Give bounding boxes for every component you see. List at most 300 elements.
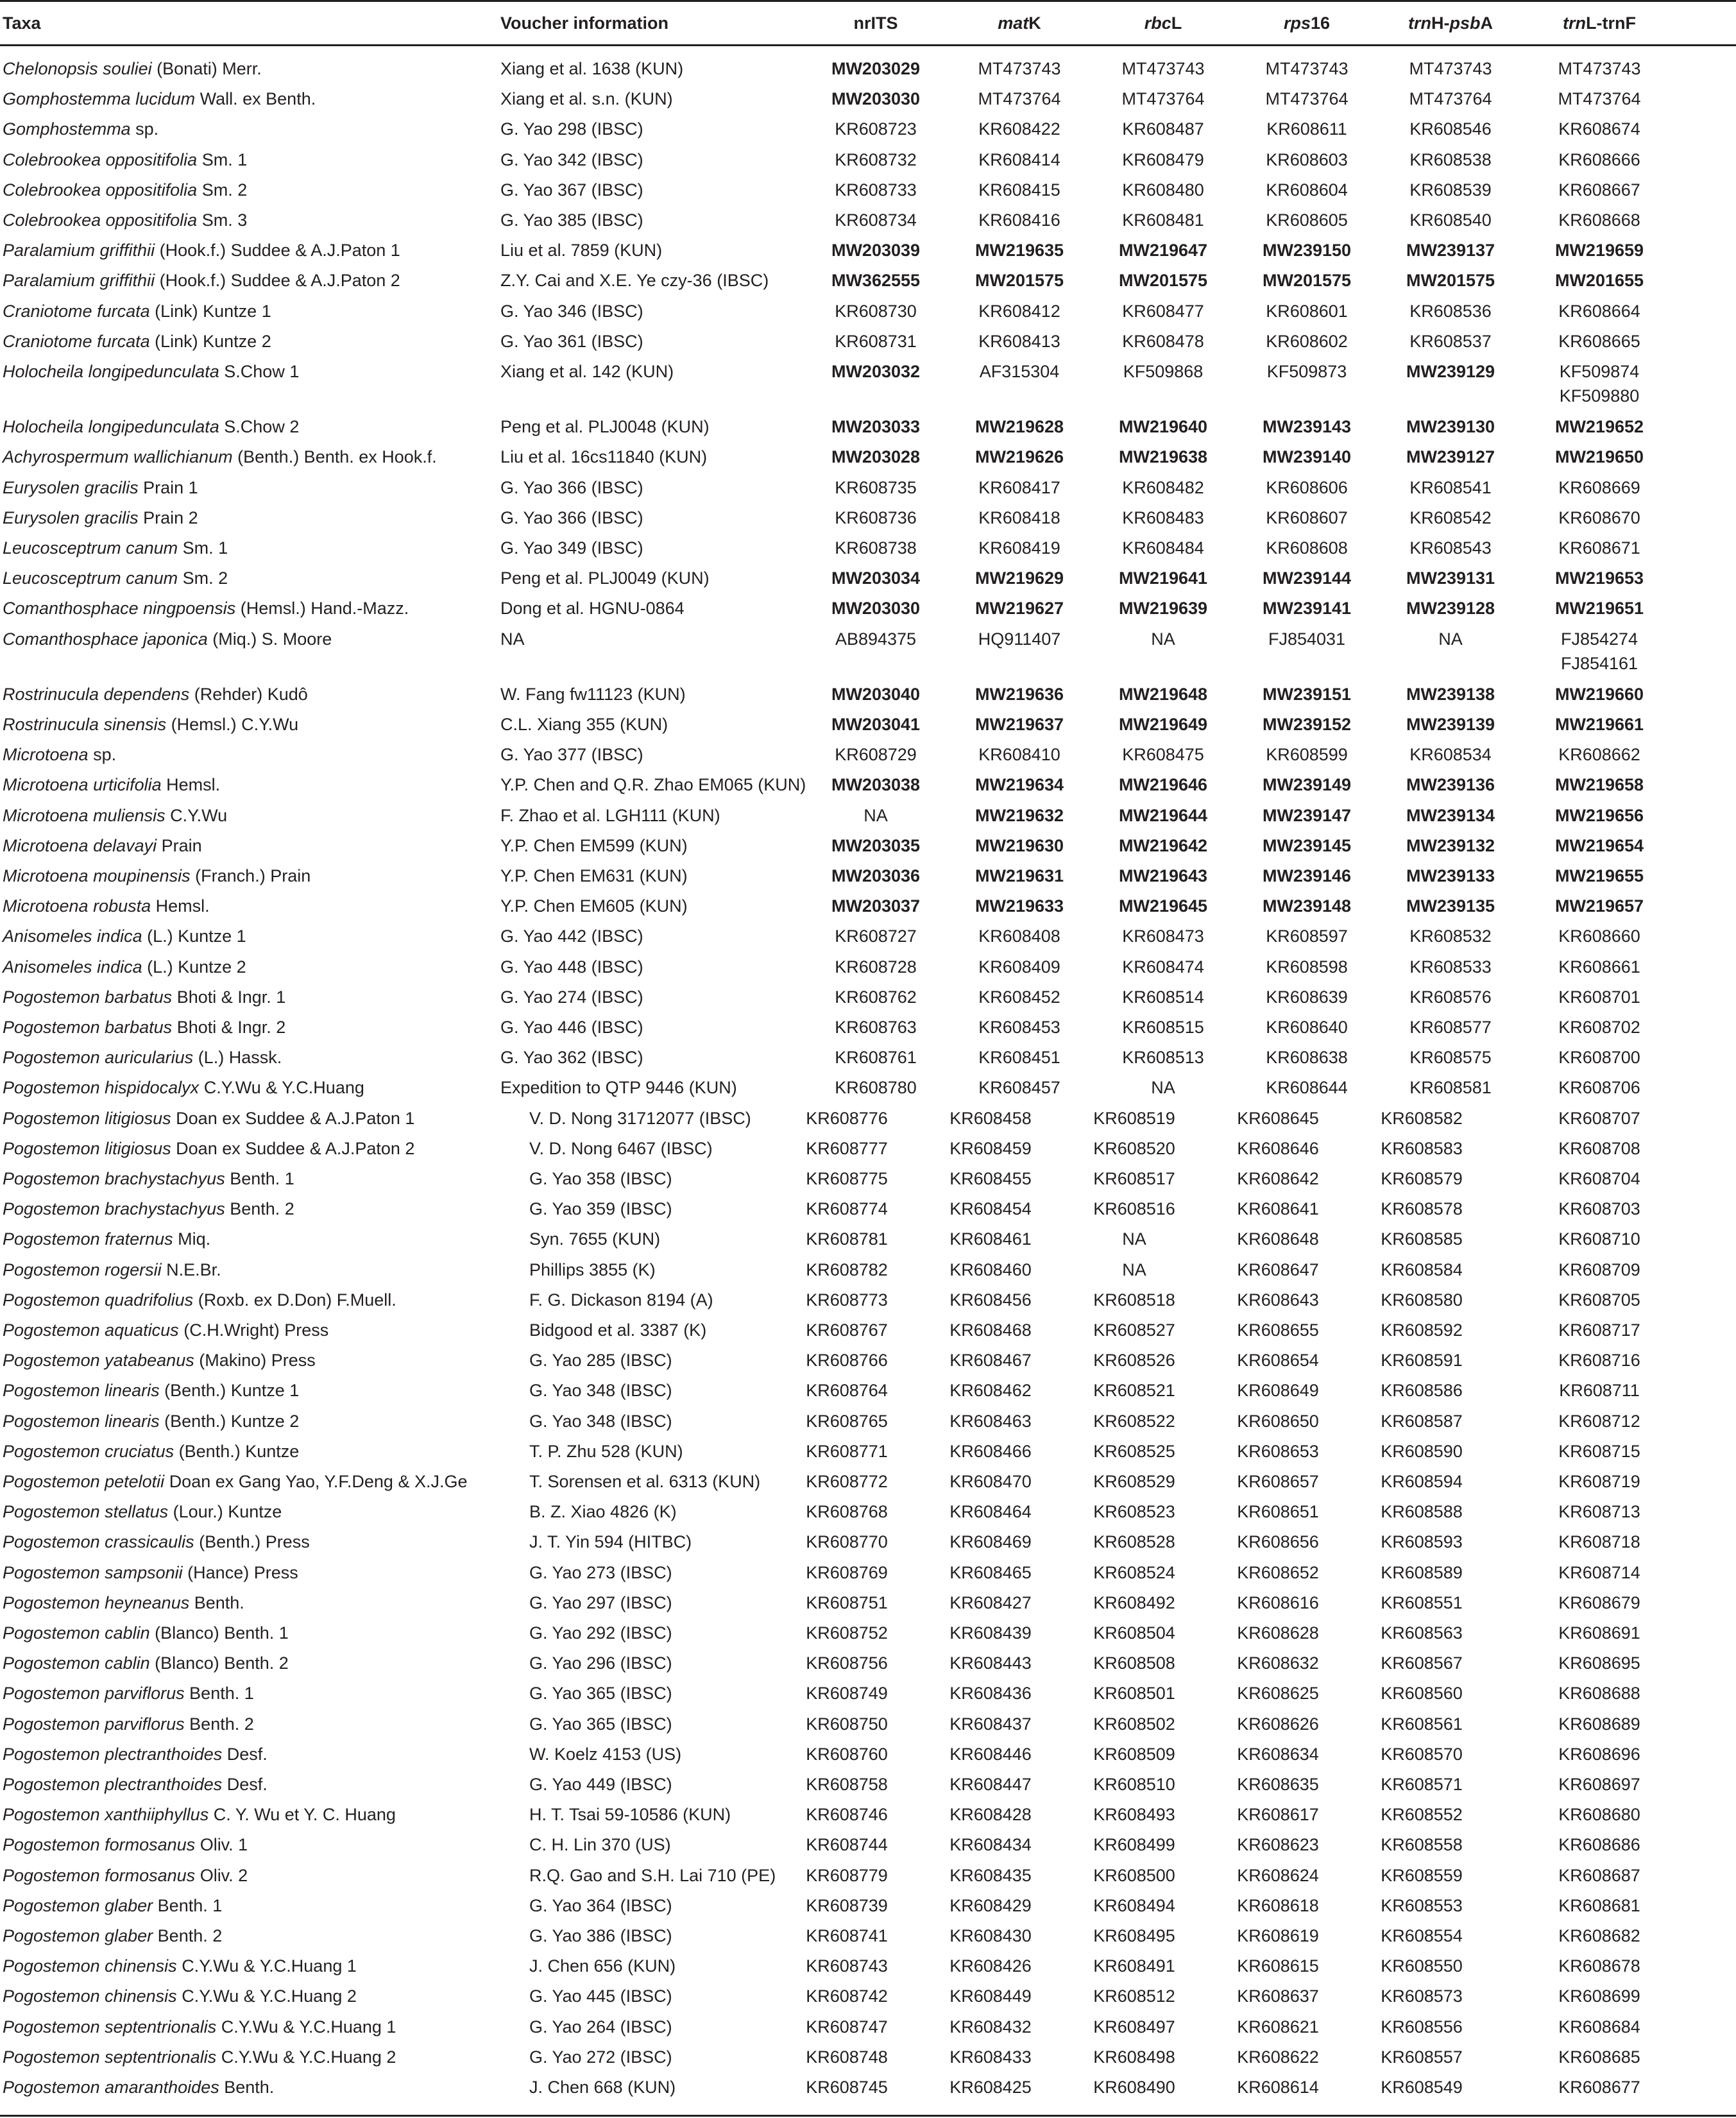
accession-rbcl: MW219643 xyxy=(1118,866,1208,885)
accession-trnh: MW239130 xyxy=(1406,417,1495,436)
accession-nrits: KR608781 xyxy=(806,1229,888,1249)
voucher-cell: G. Yao 349 (IBSC) xyxy=(500,538,643,558)
accession-rbcl: KR608515 xyxy=(1122,1018,1204,1037)
accession-rbcl: KR608474 xyxy=(1122,957,1204,977)
taxon-cell xyxy=(3,1800,396,1830)
accession-nrits: MW203035 xyxy=(831,836,921,855)
taxon-author: C.Y.Wu & Y.C.Huang xyxy=(203,1078,364,1097)
accession-trnl: KR608719 xyxy=(1558,1472,1640,1491)
taxon-author: (Bonati) Merr. xyxy=(157,59,262,78)
accession-trnh: MW201575 xyxy=(1406,271,1495,290)
accession-rps16: KR608649 xyxy=(1237,1381,1319,1400)
accession-trnh: MW239127 xyxy=(1406,447,1495,466)
accession-trnl: KR608686 xyxy=(1558,1835,1640,1854)
taxon-genus-species: Craniotome furcata xyxy=(3,302,150,321)
accession-rbcl: KR608480 xyxy=(1122,180,1204,200)
accession-matk: KR608461 xyxy=(949,1229,1032,1249)
voucher-cell: G. Yao 272 (IBSC) xyxy=(529,2047,672,2067)
accession-rbcl: MW219642 xyxy=(1118,836,1208,855)
accession-trnl: KR608696 xyxy=(1558,1745,1640,1764)
taxon-author: (Blanco) Benth. 1 xyxy=(155,1623,289,1643)
taxon-author: Hemsl. xyxy=(166,775,221,794)
taxon-cell xyxy=(3,145,247,175)
accession-trnh: KR608593 xyxy=(1381,1532,1463,1551)
accession-matk: KR608466 xyxy=(949,1442,1032,1461)
taxon-genus-species: Pogostemon formosanus xyxy=(3,1866,196,1885)
accession-trnh: MW239132 xyxy=(1406,836,1495,855)
voucher-cell: C. H. Lin 370 (US) xyxy=(529,1835,671,1854)
taxon-genus-species: Pogostemon litigiosus xyxy=(3,1139,171,1158)
accession-trnl: KR608716 xyxy=(1558,1351,1640,1370)
accession-rps16: KR608602 xyxy=(1266,332,1348,351)
taxon-author: Benth. 1 xyxy=(157,1896,223,1915)
accession-nrits: KR608780 xyxy=(835,1078,917,1097)
voucher-cell: G. Yao 367 (IBSC) xyxy=(500,180,643,200)
accession-trnh: KR608571 xyxy=(1381,1775,1463,1794)
accession-matk: KR608470 xyxy=(949,1472,1032,1491)
accession-rbcl: KR608524 xyxy=(1093,1563,1175,1582)
taxon-cell xyxy=(3,594,409,624)
voucher-cell: W. Koelz 4153 (US) xyxy=(529,1745,682,1764)
accession-nrits: KR608764 xyxy=(806,1381,888,1400)
accession-rps16: KR608651 xyxy=(1237,1502,1319,1521)
accession-rps16: MW201575 xyxy=(1262,271,1352,290)
accession-matk: KR608465 xyxy=(949,1563,1032,1582)
accession-nrits: MW203039 xyxy=(831,241,921,260)
accession-rps16: KR608643 xyxy=(1237,1290,1319,1310)
accession-trnl: KR608691 xyxy=(1558,1623,1640,1643)
taxon-cell xyxy=(3,679,308,710)
accession-matk: MW201575 xyxy=(974,271,1064,290)
taxon-cell xyxy=(3,235,400,266)
accession-nrits: KR608748 xyxy=(806,2047,888,2067)
taxon-cell xyxy=(3,357,299,387)
accession-trnl: KR608660 xyxy=(1558,927,1640,946)
accession-nrits: KR608742 xyxy=(806,1986,888,2006)
taxon-cell xyxy=(3,114,158,144)
accession-matk: KR608439 xyxy=(949,1623,1032,1643)
voucher-cell: G. Yao 264 (IBSC) xyxy=(529,2017,672,2037)
accession-matk: KR608414 xyxy=(978,150,1060,169)
taxon-author: (Hook.f.) Suddee & A.J.Paton 2 xyxy=(159,271,400,290)
accession-trnh: KR608580 xyxy=(1381,1290,1463,1310)
accession-rbcl: KR608493 xyxy=(1093,1805,1175,1824)
voucher-cell: Y.P. Chen and Q.R. Zhao EM065 (KUN) xyxy=(500,775,806,794)
taxon-author: S.Chow 1 xyxy=(224,362,300,381)
taxon-author: Oliv. 2 xyxy=(200,1866,248,1885)
accession-trnl: KR608689 xyxy=(1558,1714,1640,1734)
taxon-genus-species: Colebrookea oppositifolia xyxy=(3,150,198,169)
accession-trnl: MW219656 xyxy=(1554,806,1644,825)
accession-nrits: KR608771 xyxy=(806,1442,888,1461)
accession-matk: KR608456 xyxy=(949,1290,1032,1310)
taxon-genus-species: Holocheila longipedunculata xyxy=(3,417,219,436)
accession-nrits: KR608774 xyxy=(806,1199,888,1218)
accession-rps16: KR608641 xyxy=(1237,1199,1319,1218)
accession-rbcl: MW219638 xyxy=(1118,447,1208,466)
accession-trnl: KR608668 xyxy=(1558,210,1640,230)
voucher-cell: T. Sorensen et al. 6313 (KUN) xyxy=(529,1472,761,1491)
taxon-author: Benth. 2 xyxy=(189,1714,254,1734)
accession-nrits: KR608745 xyxy=(806,2078,888,2097)
accession-matk: KR608460 xyxy=(949,1260,1032,1279)
accession-trnl: MW219655 xyxy=(1554,866,1644,885)
accession-trnh: KR608561 xyxy=(1381,1714,1463,1734)
accession-trnl: KR608682 xyxy=(1558,1926,1640,1945)
accession-nrits: KR608769 xyxy=(806,1563,888,1582)
accession-matk: MW219632 xyxy=(974,806,1064,825)
voucher-cell: B. Z. Xiao 4826 (K) xyxy=(529,1502,677,1521)
accession-trnl: MW219650 xyxy=(1554,447,1644,466)
accession-trnh: KR608573 xyxy=(1381,1986,1463,2006)
accession-matk: KR608457 xyxy=(978,1078,1060,1097)
voucher-cell: G. Yao 358 (IBSC) xyxy=(529,1169,672,1188)
taxon-author: Sm. 1 xyxy=(182,538,228,558)
table-header xyxy=(0,0,1736,46)
accession-rbcl: KR608508 xyxy=(1093,1653,1175,1673)
taxon-cell xyxy=(3,175,247,205)
taxon-genus-species: Comanthosphace japonica xyxy=(3,629,208,649)
accession-rps16: KR608598 xyxy=(1266,957,1348,977)
taxon-cell xyxy=(3,412,299,442)
voucher-cell: Phillips 3855 (K) xyxy=(529,1260,656,1279)
taxon-author: Hemsl. xyxy=(155,896,210,916)
voucher-cell: NA xyxy=(500,629,525,649)
accession-rbcl: KR608514 xyxy=(1122,987,1204,1007)
accession-trnl: KR608703 xyxy=(1558,1199,1640,1218)
taxon-cell xyxy=(3,442,437,472)
accession-nrits: KR608738 xyxy=(835,538,917,558)
accession-nrits: KR608770 xyxy=(806,1532,888,1551)
taxon-genus-species: Gomphostemma lucidum xyxy=(3,89,196,108)
accession-nrits: MW203032 xyxy=(831,362,921,381)
taxon-genus-species: Paralamium griffithii xyxy=(3,271,155,290)
taxon-cell xyxy=(3,1861,248,1891)
accession-rps16: KR608617 xyxy=(1237,1805,1319,1824)
accession-rps16: KR608652 xyxy=(1237,1563,1319,1582)
accession-matk: KR608409 xyxy=(978,957,1060,977)
accession-trnh: MW239139 xyxy=(1406,715,1495,734)
accession-trnh: KR608583 xyxy=(1381,1139,1463,1158)
accession-rbcl: KR608528 xyxy=(1093,1532,1175,1551)
accession-nrits: KR608736 xyxy=(835,508,917,527)
accession-rbcl: KR608526 xyxy=(1093,1351,1175,1370)
accession-rps16: KR608624 xyxy=(1237,1866,1319,1885)
accession-matk: KR608443 xyxy=(949,1653,1032,1673)
accession-rps16: KR608614 xyxy=(1237,2078,1319,2097)
accession-trnh: NA xyxy=(1438,629,1463,649)
accession-rps16: KR608657 xyxy=(1237,1472,1319,1491)
voucher-cell: G. Yao 296 (IBSC) xyxy=(529,1653,672,1673)
accession-matk: KR608458 xyxy=(949,1109,1032,1128)
taxon-genus-species: Pogostemon septentrionalis xyxy=(3,2047,217,2067)
taxon-cell xyxy=(3,1406,299,1437)
accession-trnl: KR608717 xyxy=(1558,1320,1640,1340)
taxon-cell xyxy=(3,1921,222,1951)
taxon-cell xyxy=(3,2072,274,2103)
taxon-genus-species: Pogostemon yatabeanus xyxy=(3,1351,194,1370)
accession-rbcl: KR608491 xyxy=(1093,1956,1175,1976)
accession-matk: KR608430 xyxy=(949,1926,1032,1945)
accession-matk: KR608410 xyxy=(978,745,1060,764)
accession-trnl: MW219651 xyxy=(1554,599,1644,618)
accession-nrits: KR608765 xyxy=(806,1412,888,1431)
accession-trnh: KR608567 xyxy=(1381,1653,1463,1673)
taxon-cell xyxy=(3,1830,248,1860)
accession-rbcl: KR608525 xyxy=(1093,1442,1175,1461)
taxon-author: (Miq.) S. Moore xyxy=(212,629,332,649)
accession-nrits: KR608746 xyxy=(806,1805,888,1824)
accession-rps16: MW239148 xyxy=(1262,896,1352,916)
accession-rps16: KR608640 xyxy=(1266,1018,1348,1037)
accession-matk: MW219634 xyxy=(974,775,1064,794)
accession-matk: MW219626 xyxy=(974,447,1064,466)
taxon-cell xyxy=(3,982,285,1012)
voucher-cell: G. Yao 446 (IBSC) xyxy=(500,1018,643,1037)
accession-nrits: MW203037 xyxy=(831,896,921,916)
taxon-cell xyxy=(3,1012,285,1043)
voucher-cell: G. Yao 364 (IBSC) xyxy=(529,1896,672,1915)
taxon-cell xyxy=(3,770,220,800)
accession-matk: KR608425 xyxy=(949,2078,1032,2097)
accession-trnl: MW219652 xyxy=(1554,417,1644,436)
accession-rbcl: KR608516 xyxy=(1093,1199,1175,1218)
voucher-cell: Liu et al. 7859 (KUN) xyxy=(500,241,663,260)
taxon-author: Wall. ex Benth. xyxy=(200,89,316,108)
accession-rbcl: NA xyxy=(1122,1229,1146,1249)
taxon-genus-species: Pogostemon parviflorus xyxy=(3,1714,185,1734)
accession-trnl: KR608718 xyxy=(1558,1532,1640,1551)
taxon-genus-species: Pogostemon brachystachyus xyxy=(3,1199,225,1218)
voucher-cell: Liu et al. 16cs11840 (KUN) xyxy=(500,447,708,466)
accession-rps16: KR608623 xyxy=(1237,1835,1319,1854)
accession-trnh: KR608549 xyxy=(1381,2078,1463,2097)
taxon-author: (Link) Kuntze 1 xyxy=(155,302,271,321)
taxon-cell xyxy=(3,1739,268,1770)
accession-rbcl: KR608494 xyxy=(1093,1896,1175,1915)
taxon-cell xyxy=(3,1164,294,1194)
taxon-cell xyxy=(3,1134,414,1164)
accession-rbcl: KR608479 xyxy=(1122,150,1204,169)
taxon-cell xyxy=(3,266,400,296)
taxon-author: (Benth.) Kuntze xyxy=(178,1442,300,1461)
accession-trnh: KR608592 xyxy=(1381,1320,1463,1340)
accession-trnh: KR608546 xyxy=(1409,119,1492,139)
accession-nrits: KR608760 xyxy=(806,1745,888,1764)
header-trnh-psba: trnH-psbA xyxy=(1408,13,1493,33)
accession-matk: KR608434 xyxy=(949,1835,1032,1854)
accession-rbcl: KR608512 xyxy=(1093,1986,1175,2006)
taxon-genus-species: Pogostemon aquaticus xyxy=(3,1320,179,1340)
accession-matk: KR608447 xyxy=(949,1775,1032,1794)
voucher-cell: Bidgood et al. 3387 (K) xyxy=(529,1320,707,1340)
taxon-genus-species: Anisomeles indica xyxy=(3,957,142,977)
accession-rbcl: MT473764 xyxy=(1121,89,1205,108)
taxon-author: Doan ex Gang Yao, Y.F.Deng & X.J.Ge xyxy=(169,1472,468,1491)
taxon-author: Doan ex Suddee & A.J.Paton 2 xyxy=(176,1139,415,1158)
accession-trnl: KR608674 xyxy=(1558,119,1640,139)
accession-rps16: KR608647 xyxy=(1237,1260,1319,1279)
accession-rps16: MW239143 xyxy=(1262,417,1352,436)
taxon-genus-species: Microtoena delavayi xyxy=(3,836,157,855)
voucher-cell: G. Yao 348 (IBSC) xyxy=(529,1381,672,1400)
accession-matk: KR608428 xyxy=(949,1805,1032,1824)
accession-trnh: MW239137 xyxy=(1406,241,1495,260)
accession-trnl: MT473743 xyxy=(1558,59,1641,78)
taxon-author: (Benth.) Kuntze 1 xyxy=(164,1381,300,1400)
voucher-cell: W. Fang fw11123 (KUN) xyxy=(500,685,686,704)
taxon-genus-species: Pogostemon auricularius xyxy=(3,1048,194,1067)
accession-rbcl: KR608498 xyxy=(1093,2047,1175,2067)
accession-trnl: MW219657 xyxy=(1554,896,1644,916)
accession-matk: KR608408 xyxy=(978,927,1060,946)
accession-rbcl: KR608504 xyxy=(1093,1623,1175,1643)
voucher-cell: G. Yao 273 (IBSC) xyxy=(529,1563,672,1582)
accession-rps16: KR608625 xyxy=(1237,1684,1319,1703)
accession-trnl: KR608702 xyxy=(1558,1018,1640,1037)
taxon-author: (L.) Kuntze 2 xyxy=(147,957,246,977)
voucher-cell: G. Yao 342 (IBSC) xyxy=(500,150,643,169)
accession-trnl: KR608712 xyxy=(1558,1412,1640,1431)
taxon-genus-species: Pogostemon glaber xyxy=(3,1926,153,1945)
accession-matk: KR608467 xyxy=(949,1351,1032,1370)
accession-nrits: MW203030 xyxy=(831,89,921,108)
accession-nrits: AB894375 xyxy=(835,629,917,649)
taxon-genus-species: Leucosceptrum canum xyxy=(3,568,178,588)
accession-rbcl: KR608529 xyxy=(1093,1472,1175,1491)
taxon-cell xyxy=(3,921,246,952)
accession-trnl: KR608707 xyxy=(1558,1109,1640,1128)
voucher-cell: Z.Y. Cai and X.E. Ye czy-36 (IBSC) xyxy=(500,271,769,290)
accession-rbcl: MW219648 xyxy=(1118,685,1208,704)
taxon-cell xyxy=(3,1678,254,1709)
taxon-genus-species: Pogostemon brachystachyus xyxy=(3,1169,225,1188)
accession-rbcl: KR608477 xyxy=(1122,302,1204,321)
accession-trnh: KR608594 xyxy=(1381,1472,1463,1491)
accession-trnl: KR608662 xyxy=(1558,745,1640,764)
accession-rbcl: KR608478 xyxy=(1122,332,1204,351)
accession-trnh: KR608585 xyxy=(1381,1229,1463,1249)
accession-rbcl: MW219647 xyxy=(1118,241,1208,260)
accession-rbcl: KR608509 xyxy=(1093,1745,1175,1764)
voucher-cell: Xiang et al. s.n. (KUN) xyxy=(500,89,673,108)
voucher-cell: Xiang et al. 1638 (KUN) xyxy=(500,59,684,78)
accession-matk: KR608468 xyxy=(949,1320,1032,1340)
accession-trnl: MW219658 xyxy=(1554,775,1644,794)
accession-trnl: KR608681 xyxy=(1558,1896,1640,1915)
taxon-genus-species: Paralamium griffithii xyxy=(3,241,155,260)
taxon-author: Bhoti & Ingr. 2 xyxy=(176,1018,286,1037)
accession-trnh: KR608542 xyxy=(1409,508,1492,527)
accession-rbcl: KR608521 xyxy=(1093,1381,1175,1400)
accession-matk: KR608454 xyxy=(949,1199,1032,1218)
accession-matk: MW219633 xyxy=(974,896,1064,916)
accession-rps16: KR608634 xyxy=(1237,1745,1319,1764)
header-trnl-trnf: trnL-trnF xyxy=(1563,13,1636,33)
taxon-author: C.Y.Wu & Y.C.Huang 2 xyxy=(221,2047,396,2067)
accession-trnl: KR608715 xyxy=(1558,1442,1640,1461)
accession-rps16: KR608655 xyxy=(1237,1320,1319,1340)
taxon-author: sp. xyxy=(135,119,159,139)
accession-matk: KR608432 xyxy=(949,2017,1032,2037)
taxon-author: (Hemsl.) Hand.-Mazz. xyxy=(240,599,409,618)
accession-matk: KR608413 xyxy=(978,332,1060,351)
accession-matk: KR608463 xyxy=(949,1412,1032,1431)
voucher-cell: J. T. Yin 594 (HITBC) xyxy=(529,1532,692,1551)
taxon-genus-species: Pogostemon sampsonii xyxy=(3,1563,183,1582)
accession-nrits: KR608772 xyxy=(806,1472,888,1491)
accession-rbcl: KR608520 xyxy=(1093,1139,1175,1158)
accession-nrits: MW203040 xyxy=(831,685,921,704)
accession-trnh: KR608551 xyxy=(1381,1593,1463,1612)
taxon-author: (Benth.) Benth. ex Hook.f. xyxy=(237,447,437,466)
accession-rbcl: KR608517 xyxy=(1093,1169,1175,1188)
accession-rps16: KR608615 xyxy=(1237,1956,1319,1976)
accession-trnl-second: FJ854161 xyxy=(1560,654,1638,673)
taxon-cell xyxy=(3,84,316,114)
taxon-author: Prain 1 xyxy=(143,478,198,497)
taxon-genus-species: Leucosceptrum canum xyxy=(3,538,178,558)
accession-trnl: KR608688 xyxy=(1558,1684,1640,1703)
accession-nrits: KR608766 xyxy=(806,1351,888,1370)
accession-rbcl: KR608483 xyxy=(1122,508,1204,527)
accession-matk: KR608412 xyxy=(978,302,1060,321)
accession-trnh: KR608590 xyxy=(1381,1442,1463,1461)
voucher-cell: Y.P. Chen EM599 (KUN) xyxy=(500,836,688,855)
accession-nrits: KR608743 xyxy=(806,1956,888,1976)
accession-rps16: KR608642 xyxy=(1237,1169,1319,1188)
taxon-cell xyxy=(3,710,298,740)
taxon-genus-species: Microtoena muliensis xyxy=(3,806,166,825)
accession-rps16: KR608604 xyxy=(1266,180,1348,200)
accession-nrits: KR608762 xyxy=(835,987,917,1007)
accession-trnl: KR608664 xyxy=(1558,302,1640,321)
accession-trnl: FJ854274 xyxy=(1560,629,1638,649)
accession-trnl: KR608680 xyxy=(1558,1805,1640,1824)
taxon-author: Desf. xyxy=(226,1745,268,1764)
accession-matk: KR608455 xyxy=(949,1169,1032,1188)
accession-rps16: KR608626 xyxy=(1237,1714,1319,1734)
accession-matk: KR608462 xyxy=(949,1381,1032,1400)
accession-rps16: KR608611 xyxy=(1266,119,1347,139)
accession-trnh: KR608552 xyxy=(1381,1805,1463,1824)
accession-rps16: MW239151 xyxy=(1262,685,1352,704)
accession-nrits: KR608728 xyxy=(835,957,917,977)
taxon-genus-species: Colebrookea oppositifolia xyxy=(3,180,198,200)
voucher-cell: F. G. Dickason 8194 (A) xyxy=(529,1290,713,1310)
taxon-cell xyxy=(3,563,228,594)
taxon-genus-species: Microtoena urticifolia xyxy=(3,775,162,794)
accession-trnh: KR608557 xyxy=(1381,2047,1463,2067)
accession-trnl: KR608687 xyxy=(1558,1866,1640,1885)
accession-rps16: KF509873 xyxy=(1266,362,1347,381)
taxon-cell xyxy=(3,1467,468,1497)
accession-trnh: MW239135 xyxy=(1406,896,1495,916)
taxon-cell xyxy=(3,1345,316,1376)
accession-matk: MT473743 xyxy=(978,59,1061,78)
accession-trnh: KR608536 xyxy=(1409,302,1492,321)
taxon-author: (L.) Hassk. xyxy=(198,1048,282,1067)
taxon-cell xyxy=(3,1285,396,1315)
accession-matk: AF315304 xyxy=(979,362,1060,381)
taxon-cell xyxy=(3,1709,254,1739)
accession-rbcl: MW219640 xyxy=(1118,417,1208,436)
voucher-cell: T. P. Zhu 528 (KUN) xyxy=(529,1442,683,1461)
accession-trnh: KR608538 xyxy=(1409,150,1492,169)
accession-nrits: KR608750 xyxy=(806,1714,888,1734)
accession-trnl: KR608666 xyxy=(1558,150,1640,169)
taxon-genus-species: Pogostemon formosanus xyxy=(3,1835,196,1854)
